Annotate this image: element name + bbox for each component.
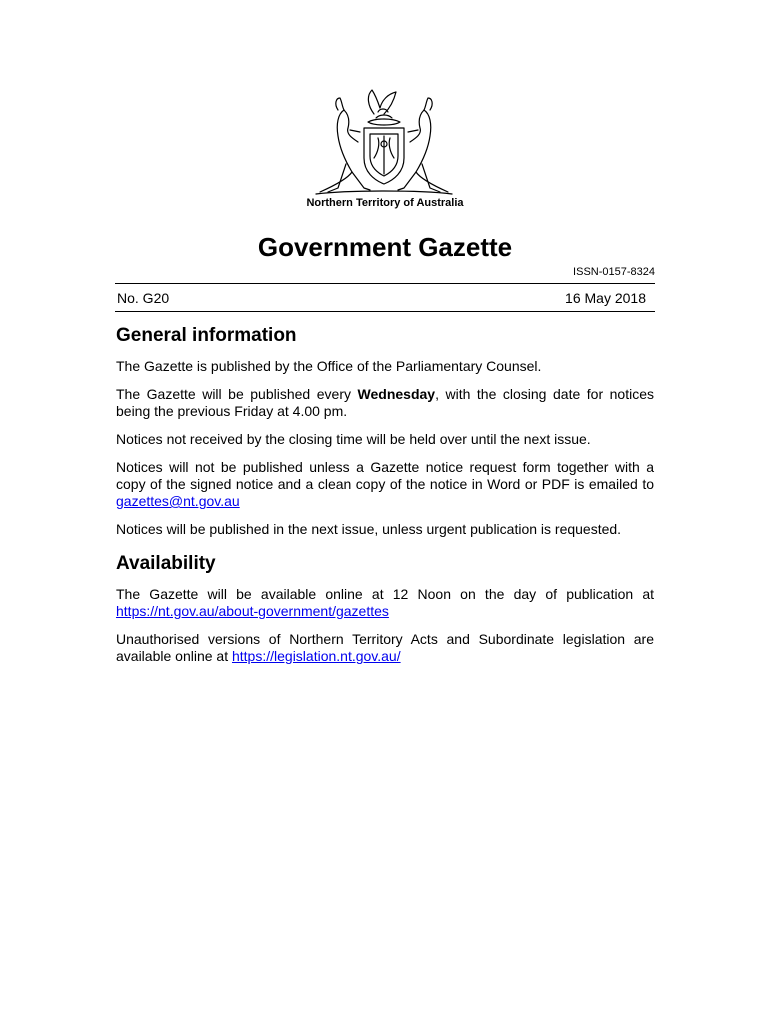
gazette-content	[116, 324, 654, 676]
issue-number: No. G20	[117, 290, 170, 306]
header-bottom-rule	[115, 311, 655, 312]
issue-date: 16 May 2018	[565, 290, 646, 306]
general-paragraph-5: Notices will be published in the next issue, unless urgent publication is requested.	[116, 521, 622, 537]
issn-number: ISSN-0157-8324	[573, 266, 655, 278]
general-paragraph-1: The Gazette is published by the Office of the Parliamentary Counsel.	[116, 358, 542, 374]
jurisdiction-label: Northern Territory of Australia	[306, 197, 464, 209]
general-paragraph-3: Notices not received by the closing time will be held over until the next issue.	[116, 431, 591, 447]
general-paragraph-2: The Gazette will be published every Wednesday, with the closing date for notices being the previous Friday at 4.00 pm.	[116, 386, 655, 419]
section-heading-availability: Availability	[116, 553, 216, 574]
publication-day: Wednesday	[357, 386, 436, 402]
page-title: Government Gazette	[257, 232, 513, 262]
availability-paragraph-1: The Gazette will be available online at 12 Noon on the day of publication at https://nt.gov.au/about-government/gazettes	[116, 586, 654, 619]
gazettes-website-link[interactable]: https://nt.gov.au/about-government/gazettes	[116, 603, 389, 619]
header-top-rule	[115, 283, 655, 284]
gazette-email-link[interactable]: gazettes@nt.gov.au	[116, 493, 240, 509]
section-heading-general: General information	[116, 325, 297, 346]
coat-of-arms-icon	[308, 88, 460, 200]
legislation-website-link[interactable]: https://legislation.nt.gov.au/	[231, 648, 401, 664]
availability-paragraph-2: Unauthorised versions of Northern Territory Acts and Subordinate legislation are available online at https://legislation.nt.gov.au/	[116, 631, 654, 664]
general-paragraph-4: Notices will not be published unless a Gazette notice request form together with a copy of the signed notice and a clean copy of the notice in Word or PDF is emailed to gazettes@nt.gov.au	[116, 459, 654, 509]
